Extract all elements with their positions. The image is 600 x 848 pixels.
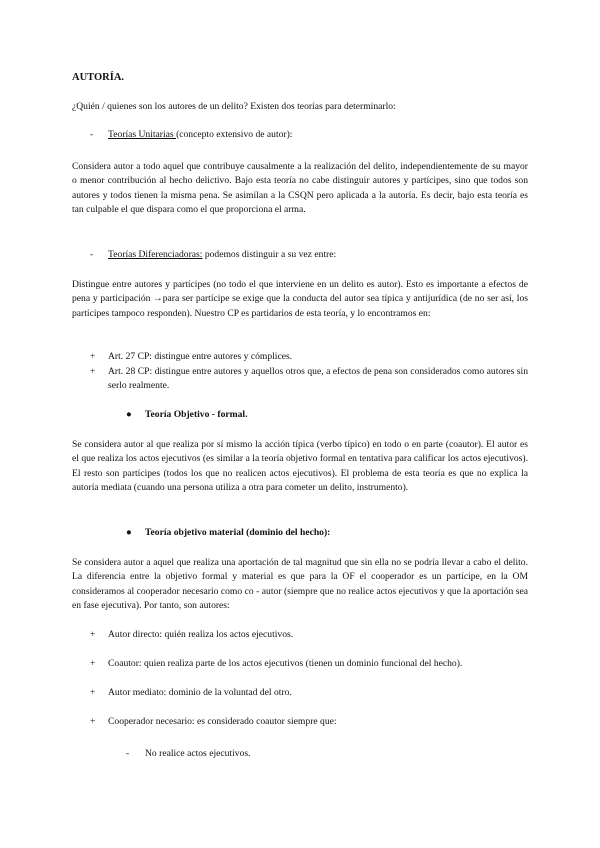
teoria-material-title: Teoría objetivo material (dominio del hecho): <box>145 527 331 538</box>
plus-marker: + <box>90 629 96 640</box>
plus-marker: + <box>90 716 96 727</box>
plus-marker: + <box>90 658 96 669</box>
diferenciadoras-rest: podemos distinguir a su vez entre: <box>202 249 337 260</box>
unitarias-label: Teorías Unitarias <box>108 129 177 140</box>
page-title: AUTORÍA. <box>72 72 125 83</box>
bullet-marker: ● <box>126 409 132 420</box>
formal-paragraph: Se considera autor al que realiza por sí mismo la acción típica (verbo típico) en todo o en parte (coautor). El autor es el que realiza los actos ejecutivos (es similar a la teoría objetivo formal en tentativa para calificar los actos ejecutivos). El resto son partícipes (todos los que no realicen actos ejecutivos). El problema de esta teoría es que no explica la autoría mediata (cuando una persona utiliza a otra para cometer un delito, instrumento). <box>72 439 528 494</box>
autor-text: Cooperador necesario: es considerado coautor siempre que: <box>108 716 337 727</box>
autor-text: Autor directo: quién realiza los actos ejecutivos. <box>108 629 294 640</box>
article-text: Art. 28 CP: distingue entre autores y aquellos otros que, a efectos de pena son considerados como autores sin serlo realmente. <box>108 366 528 392</box>
autor-text: Autor mediato: dominio de la voluntad del otro. <box>108 687 292 698</box>
dash-marker: - <box>90 129 94 140</box>
plus-marker: + <box>90 366 96 377</box>
dash-marker: - <box>90 249 94 260</box>
diferenciadoras-paragraph: Distingue entre autores y partícipes (no todo el que interviene en un delito es autor). Esto es importante a efectos de pena y participación →para ser partícipe se exige que la conducta del autor sea típica y antijurídica (de no ser así, los partícipes tampoco responden). Nuestro CP es partidarios de esta teoría, y lo encontramos en: <box>72 279 528 319</box>
plus-marker: + <box>90 687 96 698</box>
bullet-marker: ● <box>126 527 132 538</box>
dash-marker: - <box>126 748 130 759</box>
unitarias-paragraph: Considera autor a todo aquel que contribuye causalmente a la realización del delito, independientemente de su mayor o menor contribución al hecho delictivo. Bajo esta teoría no cabe distinguir autores y partícipes, sino que todos son autores y todos tienen la misma pena. Se asimilan a la CSQN pero aplicada a la autoría. Es decir, bajo esta teoría es tan culpable el que dispara como el que proporciona el arma. <box>72 161 528 216</box>
material-paragraph: Se considera autor a aquel que realiza una aportación de tal magnitud que sin ella no se podría llevar a cabo el delito. La diferencia entre la objetivo formal y material es que para la OF el cooperador es un partícipe, en la OM consideramos al cooperador necesario como co - autor (siempre que no realice actos ejecutivos y que la aportación sea en fase ejecutiva). Por tanto, son autores: <box>72 557 528 612</box>
intro-question: ¿Quién / quienes son los autores de un delito? Existen dos teorías para determinarlo: <box>72 101 396 112</box>
diferenciadoras-label: Teorías Diferenciadoras: <box>108 249 203 260</box>
article-text: Art. 27 CP: distingue entre autores y cómplices. <box>108 351 293 362</box>
teoria-formal-title: Teoría Objetivo - formal. <box>145 409 248 420</box>
autor-text: Coautor: quien realiza parte de los actos ejecutivos (tienen un dominio funcional del hecho). <box>108 658 463 669</box>
sub-text: No realice actos ejecutivos. <box>145 748 251 759</box>
plus-marker: + <box>90 351 96 362</box>
unitarias-rest: (concepto extensivo de autor): <box>176 129 293 140</box>
